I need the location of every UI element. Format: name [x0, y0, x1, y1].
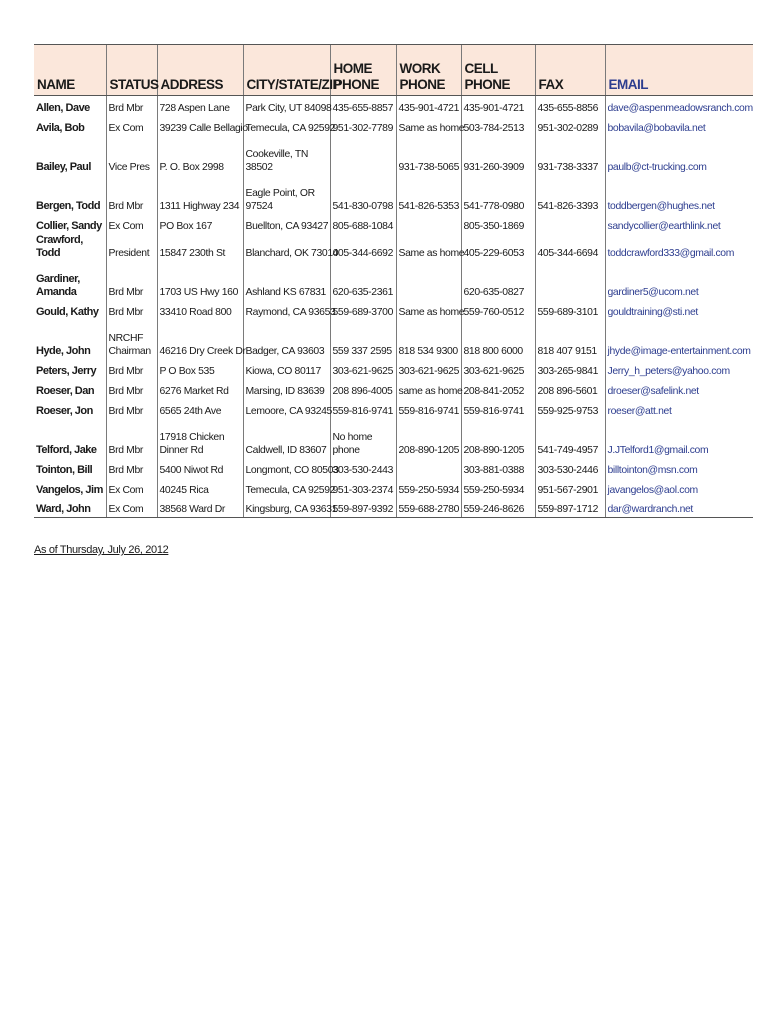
cell-name: Telford, Jake: [36, 443, 97, 456]
cell-name: Collier, Sandy: [36, 219, 102, 232]
cell-fax: 541-826-3393: [535, 175, 605, 214]
cell-status: Brd Mbr: [106, 96, 157, 116]
cell-fax: 435-655-8856: [535, 96, 605, 116]
cell-home-phone: 559-897-9392: [330, 498, 396, 518]
table-row: [34, 116, 753, 136]
cell-fax: [535, 261, 605, 300]
cell-address: 46216 Dry Creek Dr: [157, 320, 243, 359]
cell-city: Temecula, CA 92592: [243, 116, 330, 136]
cell-cell-phone: 303-621-9625: [461, 359, 535, 379]
cell-email[interactable]: dar@wardranch.net: [605, 498, 753, 518]
cell-cell-phone: 805-350-1869: [461, 214, 535, 234]
cell-status: Brd Mbr: [106, 359, 157, 379]
cell-address: 6565 24th Ave: [157, 399, 243, 419]
cell-email[interactable]: sandycollier@earthlink.net: [605, 214, 753, 234]
cell-city: Kiowa, CO 80117: [243, 359, 330, 379]
cell-city: Buellton, CA 93427: [243, 214, 330, 234]
cell-city: Caldwell, ID 83607: [243, 419, 330, 458]
cell-cell-phone: 208-841-2052: [461, 379, 535, 399]
cell-city: Cookeville, TN 38502: [243, 136, 330, 175]
roster-sheet: [34, 44, 753, 518]
cell-fax: 951-567-2901: [535, 478, 605, 498]
cell-fax: 559-925-9753: [535, 399, 605, 419]
cell-address: 15847 230th St: [157, 234, 243, 261]
cell-cell-phone: 559-816-9741: [461, 399, 535, 419]
cell-city: Lemoore, CA 93245: [243, 399, 330, 419]
cell-name: Tointon, Bill: [36, 463, 93, 476]
cell-status: Ex Com: [106, 498, 157, 518]
cell-email[interactable]: droeser@safelink.net: [605, 379, 753, 399]
table-row: [34, 399, 753, 419]
cell-fax: 303-530-2446: [535, 458, 605, 478]
roster-table: [34, 44, 753, 518]
cell-city: Eagle Point, OR 97524: [243, 175, 330, 214]
cell-work-phone: Same as home: [396, 234, 461, 261]
table-row: [34, 478, 753, 498]
header-city: CITY/STATE/ZIP: [243, 45, 330, 96]
table-row: [34, 458, 753, 478]
cell-email[interactable]: gouldtraining@sti.net: [605, 300, 753, 320]
cell-address: 1703 US Hwy 160: [157, 261, 243, 300]
table-row: [34, 498, 753, 518]
cell-fax: [535, 214, 605, 234]
cell-city: Temecula, CA 92592: [243, 478, 330, 498]
cell-status: Brd Mbr: [106, 419, 157, 458]
table-row: [34, 234, 753, 261]
cell-home-phone: No home phone: [330, 419, 396, 458]
cell-fax: 541-749-4957: [535, 419, 605, 458]
cell-name: Roeser, Dan: [36, 384, 95, 397]
cell-status: Brd Mbr: [106, 261, 157, 300]
cell-home-phone: 620-635-2361: [330, 261, 396, 300]
cell-address: 40245 Rica: [157, 478, 243, 498]
cell-fax: 405-344-6694: [535, 234, 605, 261]
cell-home-phone: [330, 136, 396, 175]
table-row: [34, 175, 753, 214]
cell-name: Gardiner, Amanda: [36, 272, 80, 298]
cell-fax: 818 407 9151: [535, 320, 605, 359]
table-row: [34, 136, 753, 175]
cell-city: Blanchard, OK 73010: [243, 234, 330, 261]
table-row: [34, 419, 753, 458]
header-fax: FAX: [535, 45, 605, 96]
cell-address: 33410 Road 800: [157, 300, 243, 320]
table-row: [34, 214, 753, 234]
table-row: [34, 96, 753, 116]
header-address: ADDRESS: [157, 45, 243, 96]
table-row: [34, 300, 753, 320]
table-row: [34, 379, 753, 399]
header-row: [34, 45, 753, 96]
table-row: [34, 320, 753, 359]
header-home-phone: HOME PHONE: [330, 45, 396, 96]
cell-cell-phone: 541-778-0980: [461, 175, 535, 214]
cell-home-phone: 405-344-6692: [330, 234, 396, 261]
cell-fax: 559-897-1712: [535, 498, 605, 518]
cell-address: 6276 Market Rd: [157, 379, 243, 399]
cell-fax: 559-689-3101: [535, 300, 605, 320]
cell-address: 17918 Chicken Dinner Rd: [157, 419, 243, 458]
cell-home-phone: 951-303-2374: [330, 478, 396, 498]
header-cell-phone: CELL PHONE: [461, 45, 535, 96]
cell-work-phone: 208-890-1205: [396, 419, 461, 458]
cell-address: 38568 Ward Dr: [157, 498, 243, 518]
cell-work-phone: 931-738-5065: [396, 136, 461, 175]
cell-work-phone: 559-816-9741: [396, 399, 461, 419]
cell-fax: 208 896-5601: [535, 379, 605, 399]
cell-name: Ward, John: [34, 498, 106, 518]
cell-cell-phone: 303-881-0388: [461, 458, 535, 478]
cell-email[interactable]: billtointon@msn.com: [605, 458, 753, 478]
cell-address: 728 Aspen Lane: [157, 96, 243, 116]
cell-cell-phone: 620-635-0827: [461, 261, 535, 300]
header-email: EMAIL: [605, 45, 753, 96]
cell-status: President: [106, 234, 157, 261]
cell-work-phone: same as home: [396, 379, 461, 399]
cell-home-phone: 541-830-0798: [330, 175, 396, 214]
cell-email[interactable]: Jerry_h_peters@yahoo.com: [605, 359, 753, 379]
cell-home-phone: 303-621-9625: [330, 359, 396, 379]
cell-status: Brd Mbr: [106, 458, 157, 478]
cell-work-phone: 435-901-4721: [396, 96, 461, 116]
cell-cell-phone: 931-260-3909: [461, 136, 535, 175]
cell-email[interactable]: toddcrawford333@gmail.com: [605, 234, 753, 261]
cell-status: Ex Com: [106, 478, 157, 498]
cell-work-phone: 541-826-5353: [396, 175, 461, 214]
cell-email[interactable]: roeser@att.net: [605, 399, 753, 419]
cell-work-phone: 559-250-5934: [396, 478, 461, 498]
cell-name: Vangelos, Jim: [36, 483, 103, 496]
cell-email[interactable]: J.JTelford1@gmail.com: [605, 419, 753, 458]
cell-work-phone: 303-621-9625: [396, 359, 461, 379]
cell-name: Roeser, Jon: [36, 404, 93, 417]
cell-email[interactable]: bobavila@bobavila.net: [605, 116, 753, 136]
cell-city: Marsing, ID 83639: [243, 379, 330, 399]
cell-city: Badger, CA 93603: [243, 320, 330, 359]
cell-status: Brd Mbr: [106, 399, 157, 419]
cell-home-phone: 559-689-3700: [330, 300, 396, 320]
cell-address: 39239 Calle Bellagio: [157, 116, 243, 136]
cell-cell-phone: 435-901-4721: [461, 96, 535, 116]
cell-address: P. O. Box 2998: [157, 136, 243, 175]
table-row: [34, 261, 753, 300]
cell-home-phone: 951-302-7789: [330, 116, 396, 136]
cell-city: Raymond, CA 93653: [243, 300, 330, 320]
cell-cell-phone: 559-250-5934: [461, 478, 535, 498]
cell-name: Hyde, John: [36, 344, 91, 357]
cell-status: Brd Mbr: [106, 379, 157, 399]
cell-address: PO Box 167: [157, 214, 243, 234]
cell-name: Bailey, Paul: [36, 160, 91, 173]
cell-status: Vice Pres: [106, 136, 157, 175]
cell-fax: 303-265-9841: [535, 359, 605, 379]
cell-email[interactable]: paulb@ct-trucking.com: [605, 136, 753, 175]
cell-work-phone: [396, 214, 461, 234]
header-status: STATUS: [106, 45, 157, 96]
cell-email[interactable]: gardiner5@ucom.net: [605, 261, 753, 300]
cell-address: 1311 Highway 234: [157, 175, 243, 214]
cell-fax: 951-302-0289: [535, 116, 605, 136]
cell-email[interactable]: javangelos@aol.com: [605, 478, 753, 498]
cell-email[interactable]: jhyde@image-entertainment.com: [605, 320, 753, 359]
cell-address: 5400 Niwot Rd: [157, 458, 243, 478]
as-of-date: As of Thursday, July 26, 2012: [34, 544, 169, 556]
cell-city: Park City, UT 84098: [243, 96, 330, 116]
cell-city: Longmont, CO 80503: [243, 458, 330, 478]
cell-cell-phone: 559-246-8626: [461, 498, 535, 518]
cell-name: Allen, Dave: [36, 101, 90, 114]
cell-cell-phone: 503-784-2513: [461, 116, 535, 136]
cell-home-phone: 805-688-1084: [330, 214, 396, 234]
cell-email[interactable]: toddbergen@hughes.net: [605, 175, 753, 214]
cell-fax: 931-738-3337: [535, 136, 605, 175]
cell-cell-phone: 208-890-1205: [461, 419, 535, 458]
cell-name: Gould, Kathy: [36, 305, 99, 318]
cell-home-phone: 303-530-2443: [330, 458, 396, 478]
cell-status: Ex Com: [106, 116, 157, 136]
cell-cell-phone: 818 800 6000: [461, 320, 535, 359]
cell-status: NRCHF Chairman: [106, 320, 157, 359]
cell-name: Bergen, Todd: [36, 199, 101, 212]
header-work-phone: WORK PHONE: [396, 45, 461, 96]
cell-city: Ashland KS 67831: [243, 261, 330, 300]
cell-home-phone: 559-816-9741: [330, 399, 396, 419]
cell-name: Peters, Jerry: [36, 364, 97, 377]
cell-status: Brd Mbr: [106, 175, 157, 214]
cell-work-phone: [396, 261, 461, 300]
header-name: NAME: [34, 45, 106, 96]
cell-work-phone: Same as home: [396, 300, 461, 320]
cell-home-phone: 435-655-8857: [330, 96, 396, 116]
cell-city: Kingsburg, CA 93631: [243, 498, 330, 518]
cell-home-phone: 208 896-4005: [330, 379, 396, 399]
cell-status: Brd Mbr: [106, 300, 157, 320]
cell-work-phone: Same as home: [396, 116, 461, 136]
table-row: [34, 359, 753, 379]
cell-work-phone: 818 534 9300: [396, 320, 461, 359]
cell-name: Crawford, Todd: [36, 233, 83, 259]
cell-home-phone: 559 337 2595: [330, 320, 396, 359]
cell-name: Avila, Bob: [36, 121, 85, 134]
cell-work-phone: [396, 458, 461, 478]
cell-work-phone: 559-688-2780: [396, 498, 461, 518]
cell-email[interactable]: dave@aspenmeadowsranch.com: [605, 96, 753, 116]
cell-address: P O Box 535: [157, 359, 243, 379]
cell-cell-phone: 405-229-6053: [461, 234, 535, 261]
cell-cell-phone: 559-760-0512: [461, 300, 535, 320]
cell-status: Ex Com: [106, 214, 157, 234]
